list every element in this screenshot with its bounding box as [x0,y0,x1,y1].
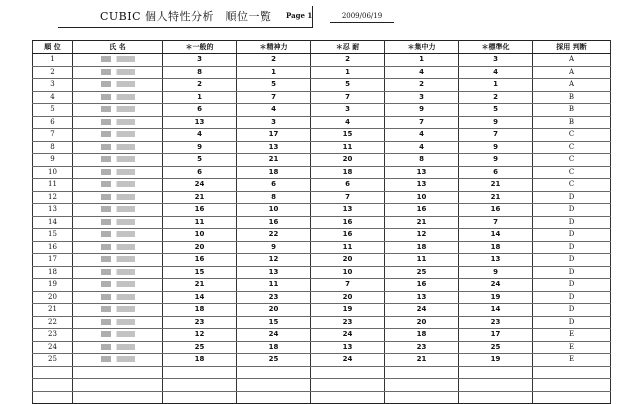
redacted-name [101,256,135,262]
cell-rank: 2 [33,66,73,79]
cell-mental: 21 [237,154,311,167]
table-row [33,204,611,217]
cell-decision: D [533,216,611,229]
table-row [33,116,611,129]
cell-name [73,241,163,254]
redacted-name [101,81,135,87]
cell-standard: 7 [459,129,533,142]
redacted-name [101,281,135,287]
cell-name [73,66,163,79]
cell-general: 1 [163,91,237,104]
redacted-name [101,69,135,75]
report-header [0,0,640,36]
cell-rank: 12 [33,191,73,204]
cell-endurance: 5 [311,79,385,92]
empty-cell [459,391,533,404]
cell-name [73,104,163,117]
cell-decision: C [533,129,611,142]
cell-endurance: 1 [311,66,385,79]
cell-concentration: 7 [385,116,459,129]
table-row [33,191,611,204]
empty-cell [73,366,163,379]
empty-cell [385,366,459,379]
cell-concentration: 18 [385,329,459,342]
cell-standard: 9 [459,266,533,279]
cell-mental: 1 [237,66,311,79]
cell-standard: 23 [459,316,533,329]
cell-mental: 18 [237,341,311,354]
cell-name [73,229,163,242]
cell-general: 21 [163,191,237,204]
cell-decision: D [533,266,611,279]
table-row [33,54,611,67]
cell-standard: 24 [459,279,533,292]
cell-endurance: 7 [311,191,385,204]
cell-name [73,216,163,229]
cell-name [73,354,163,367]
cell-general: 14 [163,291,237,304]
cell-concentration: 23 [385,341,459,354]
cell-concentration: 4 [385,141,459,154]
cell-general: 2 [163,79,237,92]
table-row [33,266,611,279]
cell-endurance: 11 [311,241,385,254]
redacted-name [101,331,135,337]
cell-name [73,179,163,192]
cell-rank: 7 [33,129,73,142]
redacted-name [101,344,135,350]
table-row [33,316,611,329]
empty-cell [237,379,311,392]
cell-endurance: 15 [311,129,385,142]
cell-concentration: 21 [385,354,459,367]
cell-concentration: 2 [385,79,459,92]
table-row [33,354,611,367]
cell-rank: 22 [33,316,73,329]
cell-standard: 6 [459,166,533,179]
cell-decision: D [533,204,611,217]
cell-name [73,91,163,104]
cell-name [73,141,163,154]
table-row [33,254,611,267]
cell-rank: 5 [33,104,73,117]
cell-concentration: 25 [385,266,459,279]
cell-general: 9 [163,141,237,154]
redacted-name [101,244,135,250]
cell-mental: 8 [237,191,311,204]
cell-concentration: 13 [385,291,459,304]
cell-general: 25 [163,341,237,354]
table-row [33,329,611,342]
cell-endurance: 24 [311,329,385,342]
empty-cell [33,379,73,392]
table-row [33,229,611,242]
cell-endurance: 4 [311,116,385,129]
table-row [33,141,611,154]
cell-endurance: 11 [311,141,385,154]
cell-decision: E [533,354,611,367]
empty-cell [533,366,611,379]
redacted-name [101,356,135,362]
cell-general: 18 [163,304,237,317]
redacted-name [101,181,135,187]
cell-name [73,129,163,142]
cell-name [73,304,163,317]
cell-standard: 1 [459,79,533,92]
redacted-name [101,219,135,225]
table-row [33,291,611,304]
cell-concentration: 12 [385,229,459,242]
cell-endurance: 10 [311,266,385,279]
cell-mental: 13 [237,141,311,154]
cell-rank: 21 [33,304,73,317]
cell-name [73,329,163,342]
cell-standard: 5 [459,104,533,117]
col-mental: ＊精神力 [237,41,311,54]
table-row [33,341,611,354]
cell-decision: C [533,141,611,154]
cell-concentration: 3 [385,91,459,104]
redacted-name [101,319,135,325]
empty-cell [163,379,237,392]
cell-general: 23 [163,316,237,329]
cell-standard: 13 [459,254,533,267]
redacted-name [101,119,135,125]
empty-cell [311,391,385,404]
cell-general: 10 [163,229,237,242]
cell-mental: 22 [237,229,311,242]
cell-standard: 9 [459,116,533,129]
cell-decision: D [533,304,611,317]
cell-rank: 4 [33,91,73,104]
table-row [33,104,611,117]
cell-mental: 24 [237,329,311,342]
empty-cell [533,391,611,404]
cell-concentration: 9 [385,104,459,117]
empty-cell [237,391,311,404]
cell-rank: 10 [33,166,73,179]
cell-concentration: 11 [385,254,459,267]
cell-standard: 3 [459,54,533,67]
empty-cell [73,379,163,392]
table-row [33,216,611,229]
cell-endurance: 6 [311,179,385,192]
cell-mental: 5 [237,79,311,92]
redacted-name [101,206,135,212]
col-general: ＊一般的 [163,41,237,54]
cell-endurance: 16 [311,229,385,242]
cell-decision: C [533,166,611,179]
cell-standard: 19 [459,291,533,304]
cell-mental: 17 [237,129,311,142]
cell-decision: C [533,154,611,167]
cell-standard: 16 [459,204,533,217]
cell-name [73,266,163,279]
cell-standard: 14 [459,304,533,317]
cell-endurance: 20 [311,254,385,267]
cell-endurance: 20 [311,154,385,167]
table-row [33,129,611,142]
cell-name [73,154,163,167]
cell-endurance: 18 [311,166,385,179]
cell-name [73,166,163,179]
cell-general: 3 [163,54,237,67]
redacted-name [101,56,135,62]
cell-decision: E [533,341,611,354]
cell-mental: 6 [237,179,311,192]
empty-cell [311,366,385,379]
cell-mental: 7 [237,91,311,104]
empty-cell [163,366,237,379]
redacted-name [101,194,135,200]
cell-rank: 17 [33,254,73,267]
empty-row [33,366,611,379]
redacted-name [101,156,135,162]
empty-cell [459,366,533,379]
cell-endurance: 20 [311,291,385,304]
table-header-row [33,41,611,54]
cell-standard: 17 [459,329,533,342]
cell-mental: 15 [237,316,311,329]
cell-decision: A [533,54,611,67]
cell-decision: D [533,279,611,292]
cell-name [73,116,163,129]
cell-concentration: 16 [385,279,459,292]
cell-standard: 25 [459,341,533,354]
cell-name [73,341,163,354]
cell-decision: D [533,229,611,242]
cell-rank: 1 [33,54,73,67]
cell-concentration: 13 [385,179,459,192]
cell-name [73,291,163,304]
cell-rank: 13 [33,204,73,217]
table-row [33,179,611,192]
cell-endurance: 7 [311,279,385,292]
cell-standard: 19 [459,354,533,367]
cell-decision: D [533,254,611,267]
cell-concentration: 20 [385,316,459,329]
cell-mental: 3 [237,116,311,129]
cell-decision: D [533,291,611,304]
cell-decision: B [533,91,611,104]
cell-name [73,254,163,267]
cell-decision: B [533,116,611,129]
cell-mental: 11 [237,279,311,292]
cell-general: 12 [163,329,237,342]
cell-concentration: 16 [385,204,459,217]
cell-general: 6 [163,104,237,117]
cell-general: 6 [163,166,237,179]
redacted-name [101,106,135,112]
cell-standard: 18 [459,241,533,254]
cell-mental: 18 [237,166,311,179]
cell-decision: E [533,329,611,342]
cell-endurance: 19 [311,304,385,317]
cell-rank: 14 [33,216,73,229]
table-row [33,66,611,79]
cell-rank: 11 [33,179,73,192]
cell-standard: 7 [459,216,533,229]
table-row [33,166,611,179]
cell-rank: 6 [33,116,73,129]
redacted-name [101,131,135,137]
col-decision: 採用 判断 [533,41,611,54]
cell-decision: D [533,316,611,329]
empty-cell [33,391,73,404]
cell-general: 8 [163,66,237,79]
cell-concentration: 18 [385,241,459,254]
cell-rank: 16 [33,241,73,254]
cell-standard: 9 [459,154,533,167]
empty-cell [311,379,385,392]
cell-decision: A [533,79,611,92]
cell-standard: 21 [459,179,533,192]
table-row [33,91,611,104]
empty-cell [163,391,237,404]
cell-general: 4 [163,129,237,142]
page-number: Page 1 [286,11,313,20]
cell-rank: 20 [33,291,73,304]
cell-mental: 10 [237,204,311,217]
empty-row [33,379,611,392]
cell-mental: 20 [237,304,311,317]
cell-endurance: 3 [311,104,385,117]
cell-mental: 16 [237,216,311,229]
cell-concentration: 10 [385,191,459,204]
cell-general: 16 [163,254,237,267]
cell-concentration: 13 [385,166,459,179]
report-date: 2009/06/19 [330,12,394,23]
cell-mental: 4 [237,104,311,117]
cell-general: 16 [163,204,237,217]
cell-mental: 23 [237,291,311,304]
cell-general: 11 [163,216,237,229]
cell-concentration: 8 [385,154,459,167]
table-row [33,304,611,317]
cell-decision: D [533,241,611,254]
cell-decision: B [533,104,611,117]
cell-endurance: 23 [311,316,385,329]
redacted-name [101,306,135,312]
empty-cell [73,391,163,404]
cell-decision: C [533,179,611,192]
col-concentration: ＊集中力 [385,41,459,54]
cell-endurance: 13 [311,204,385,217]
cell-endurance: 7 [311,91,385,104]
redacted-name [101,94,135,100]
table-row [33,279,611,292]
ranking-table [32,40,611,404]
cell-name [73,191,163,204]
cell-general: 18 [163,354,237,367]
cell-endurance: 2 [311,54,385,67]
empty-cell [533,379,611,392]
cell-mental: 12 [237,254,311,267]
cell-general: 20 [163,241,237,254]
redacted-name [101,144,135,150]
cell-rank: 19 [33,279,73,292]
cell-decision: A [533,66,611,79]
cell-rank: 23 [33,329,73,342]
cell-rank: 9 [33,154,73,167]
cell-general: 13 [163,116,237,129]
empty-cell [385,391,459,404]
empty-cell [237,366,311,379]
empty-row [33,391,611,404]
cell-general: 5 [163,154,237,167]
cell-mental: 13 [237,266,311,279]
cell-rank: 15 [33,229,73,242]
cell-concentration: 21 [385,216,459,229]
cell-concentration: 1 [385,54,459,67]
empty-cell [33,366,73,379]
cell-standard: 4 [459,66,533,79]
cell-mental: 2 [237,54,311,67]
cell-decision: D [533,191,611,204]
cell-general: 21 [163,279,237,292]
cell-general: 15 [163,266,237,279]
col-name: 氏 名 [73,41,163,54]
cell-name [73,54,163,67]
cell-concentration: 4 [385,66,459,79]
cell-name [73,279,163,292]
col-rank: 順 位 [33,41,73,54]
cell-standard: 9 [459,141,533,154]
cell-endurance: 24 [311,354,385,367]
redacted-name [101,294,135,300]
redacted-name [101,269,135,275]
cell-rank: 24 [33,341,73,354]
cell-rank: 18 [33,266,73,279]
cell-endurance: 16 [311,216,385,229]
cell-mental: 9 [237,241,311,254]
cell-name [73,79,163,92]
cell-mental: 25 [237,354,311,367]
cell-rank: 8 [33,141,73,154]
cell-standard: 14 [459,229,533,242]
cell-general: 24 [163,179,237,192]
report-title: CUBIC 個人特性分析 順位一覧 [100,10,272,23]
empty-cell [459,379,533,392]
cell-standard: 2 [459,91,533,104]
col-standard: ＊標準化 [459,41,533,54]
cell-name [73,316,163,329]
redacted-name [101,169,135,175]
cell-name [73,204,163,217]
redacted-name [101,231,135,237]
col-endurance: ＊忍 耐 [311,41,385,54]
table-row [33,241,611,254]
cell-rank: 3 [33,79,73,92]
table-row [33,154,611,167]
cell-rank: 25 [33,354,73,367]
cell-concentration: 24 [385,304,459,317]
table-row [33,79,611,92]
cell-standard: 21 [459,191,533,204]
cell-concentration: 4 [385,129,459,142]
cell-endurance: 13 [311,341,385,354]
empty-cell [385,379,459,392]
